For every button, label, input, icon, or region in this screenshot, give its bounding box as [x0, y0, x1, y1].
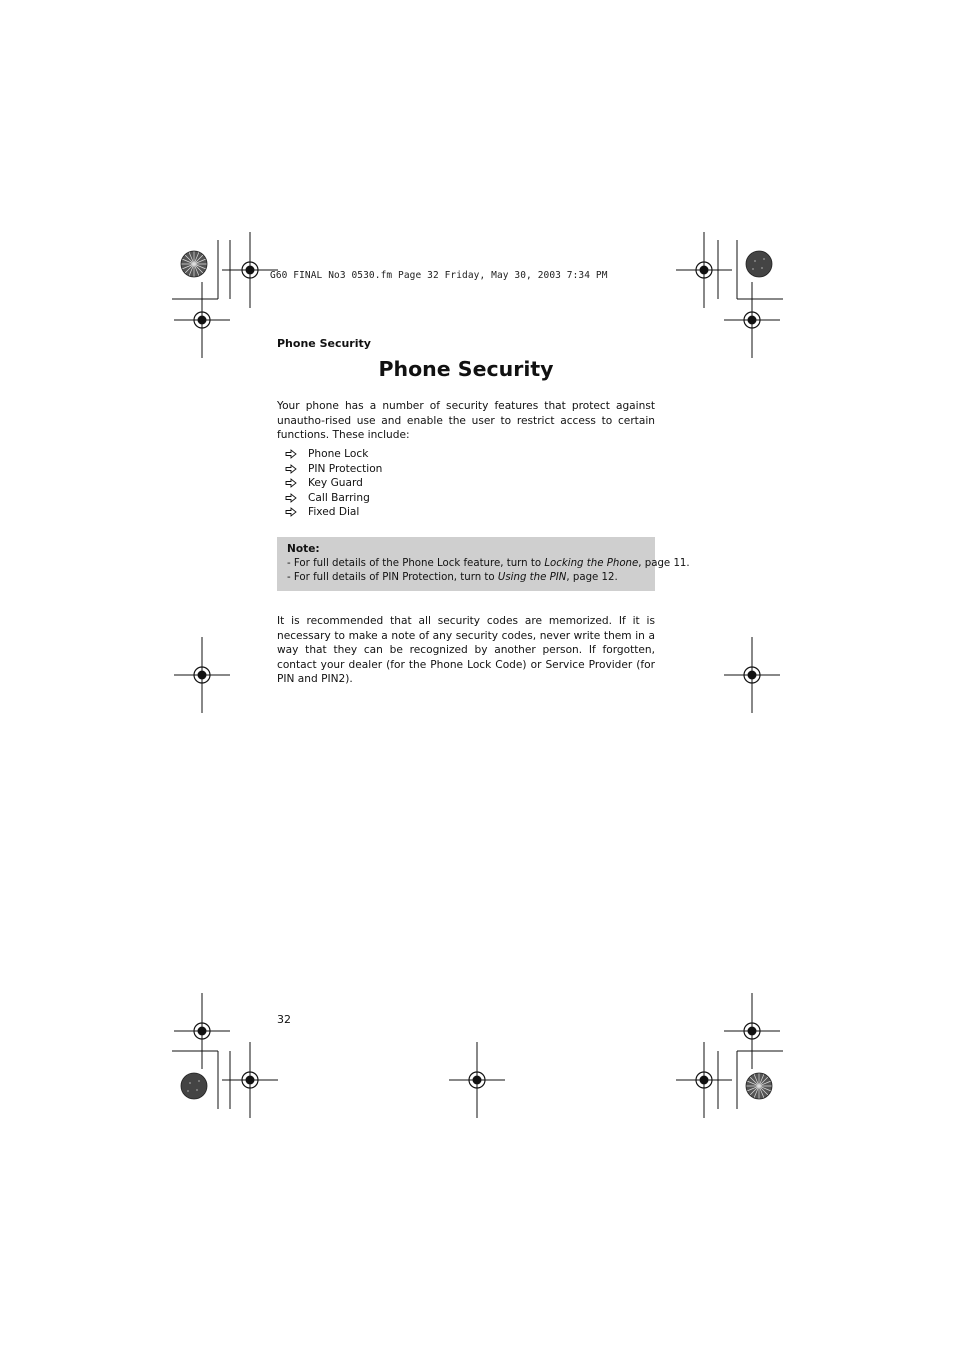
- starburst-target-icon: [746, 1073, 772, 1099]
- registration-mark-icon: [449, 1042, 505, 1118]
- cross-reference: Using the PIN: [497, 572, 567, 584]
- print-slug: G60 FINAL No3 0530.fm Page 32 Friday, May 30, 2003 7:34 PM: [270, 270, 608, 281]
- note-line: [287, 571, 645, 586]
- note-text: - For full details of the Phone Lock feature, turn to: [287, 557, 545, 569]
- arrow-right-outline-icon: [285, 493, 297, 503]
- registration-mark-icon: [676, 1042, 732, 1118]
- note-title: Note:: [287, 543, 320, 555]
- registration-mark-icon: [676, 232, 732, 308]
- note-text: , page 12.: [566, 572, 618, 584]
- arrow-right-outline-icon: [285, 449, 297, 459]
- arrow-right-outline-icon: [285, 507, 297, 517]
- registration-mark-icon: [174, 282, 230, 358]
- page-title: Phone Security: [378, 357, 554, 381]
- note-text: - For full details of PIN Protection, turn to: [287, 572, 498, 584]
- list-item: [277, 505, 382, 520]
- registration-mark-icon: [174, 993, 230, 1069]
- starburst-target-icon: [746, 251, 772, 277]
- feature-label: Key Guard: [308, 477, 363, 489]
- registration-mark-icon: [724, 993, 780, 1069]
- list-item: [277, 447, 382, 462]
- note-line: [287, 557, 690, 572]
- running-header: Phone Security: [277, 337, 371, 350]
- note-text: , page 11.: [638, 557, 690, 569]
- note-box: [277, 537, 690, 591]
- arrow-right-outline-icon: [285, 464, 297, 474]
- arrow-right-outline-icon: [285, 478, 297, 488]
- starburst-target-icon: [181, 1073, 207, 1099]
- registration-mark-icon: [724, 282, 780, 358]
- cross-reference: Locking the Phone: [544, 557, 639, 569]
- list-item: [277, 491, 382, 506]
- list-item: [277, 462, 382, 477]
- list-item: [277, 476, 382, 491]
- recommendation-paragraph: It is recommended that all security codes are memorized. If it is necessary to make a note of any security codes, never write them in a way that they can be recognized by another person. If forgotten, contact your dealer (for the Phone Lock Code) or Service Provider (for PIN and PIN2).: [277, 615, 655, 686]
- intro-paragraph: Your phone has a number of security features that protect against unautho-rised use and enable the user to restrict access to certain functions. These include:: [277, 400, 655, 442]
- registration-mark-icon: [724, 637, 780, 713]
- feature-label: Fixed Dial: [308, 506, 360, 518]
- feature-label: Call Barring: [308, 491, 370, 504]
- page-number: 32: [277, 1013, 291, 1026]
- feature-list: [277, 447, 382, 520]
- feature-label: Phone Lock: [308, 448, 369, 460]
- starburst-target-icon: [181, 251, 207, 277]
- registration-mark-icon: [174, 637, 230, 713]
- feature-label: PIN Protection: [308, 462, 383, 475]
